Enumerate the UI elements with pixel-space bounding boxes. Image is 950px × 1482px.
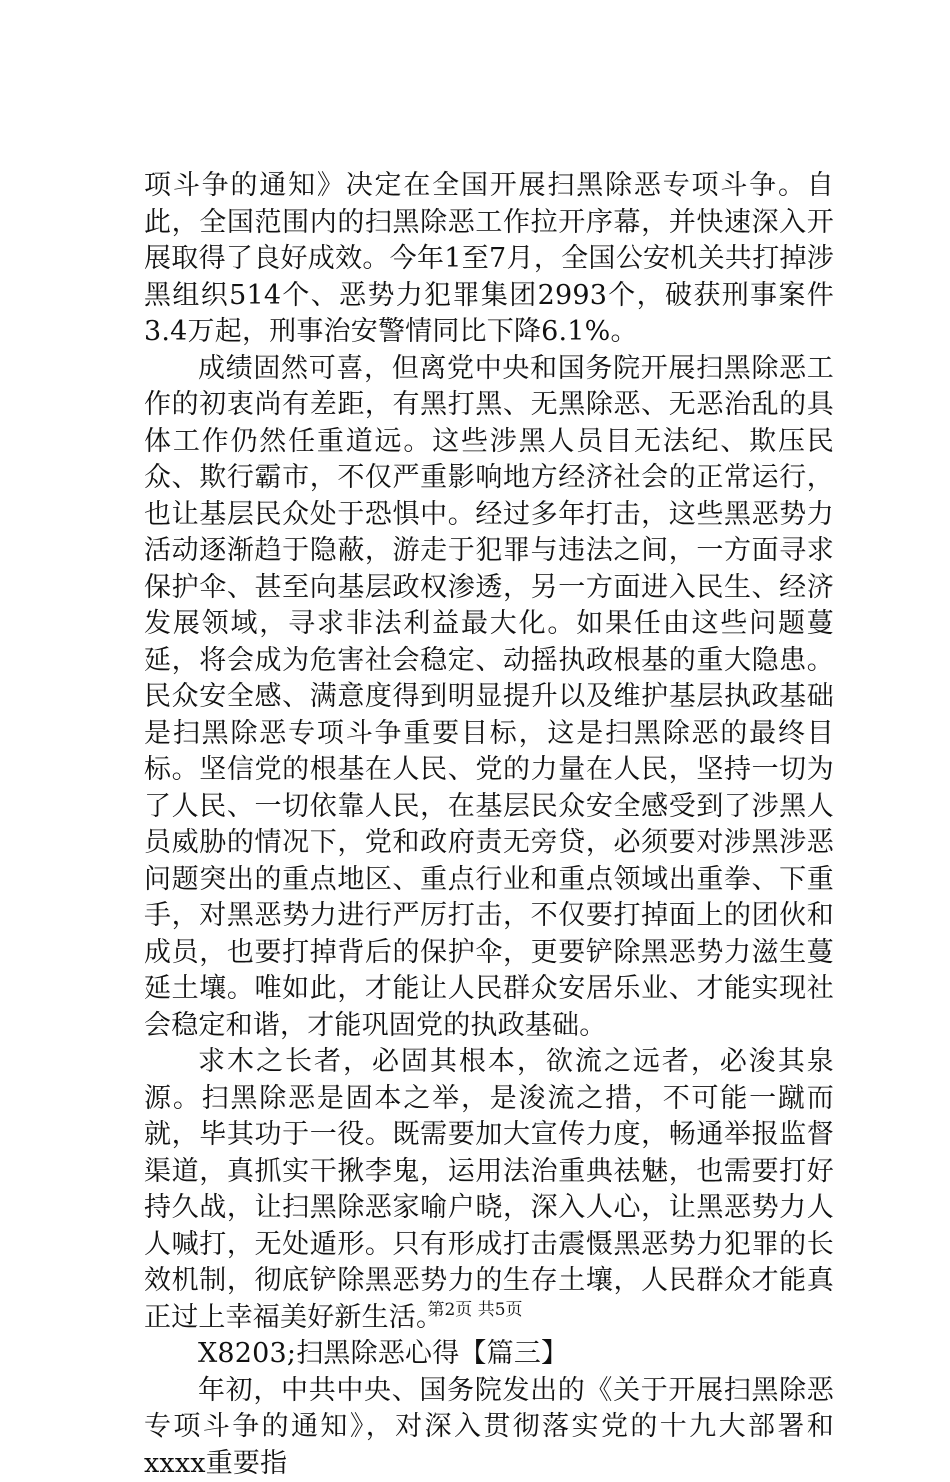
page-number-footer: 第2页 共5页 bbox=[0, 1300, 950, 1320]
paragraph-continued: 项斗争的通知》决定在全国开展扫黑除恶专项斗争。自此，全国范围内的扫黑除恶工作拉开序幕，并快速深入开展取得了良好成效。今年1至7月，全国公安机关共打掉涉黑组织514个、恶势力犯罪集团2993个，破获刑事案件3.4万起，刑事治安警情同比下降6.1%。 bbox=[144, 168, 834, 351]
document-body bbox=[144, 168, 834, 1482]
paragraph-achievements: 成绩固然可喜，但离党中央和国务院开展扫黑除恶工作的初衷尚有差距，有黑打黑、无黑除恶、无恶治乱的具体工作仍然任重道远。这些涉黑人员目无法纪、欺压民众、欺行霸市，不仅严重影响地方经济社会的正常运行，也让基层民众处于恐惧中。经过多年打击，这些黑恶势力活动逐渐趋于隐蔽，游走于犯罪与违法之间，一方面寻求保护伞、甚至向基层政权渗透，另一方面进入民生、经济发展领域，寻求非法利益最大化。如果任由这些问题蔓延，将会成为危害社会稳定、动摇执政根基的重大隐患。民众安全感、满意度得到明显提升以及维护基层执政基础是扫黑除恶专项斗争重要目标，这是扫黑除恶的最终目标。坚信党的根基在人民、党的力量在人民，坚持一切为了人民、一切依靠人民，在基层民众安全感受到了涉黑人员威胁的情况下，党和政府责无旁贷，必须要对涉黑涉恶问题突出的重点地区、重点行业和重点领域出重拳、下重手，对黑恶势力进行严厉打击，不仅要打掉面上的团伙和成员，也要打掉背后的保护伞，更要铲除黑恶势力滋生蔓延土壤。唯如此，才能让人民群众安居乐业、才能实现社会稳定和谐，才能巩固党的执政基础。 bbox=[144, 351, 834, 1045]
paragraph-root-cause: 求木之长者，必固其根本，欲流之远者，必浚其泉源。扫黑除恶是固本之举，是浚流之措，不可能一蹴而就，毕其功于一役。既需要加大宣传力度，畅通举报监督渠道，真抓实干揪李鬼，运用法治重典祛魅，也需要打好持久战，让扫黑除恶家喻户晓，深入人心，让黑恶势力人人喊打，无处遁形。只有形成打击震慑黑恶势力犯罪的长效机制，彻底铲除黑恶势力的生存土壤，人民群众才能真正过上幸福美好新生活。 bbox=[144, 1044, 834, 1336]
section-heading: X8203;扫黑除恶心得【篇三】 bbox=[144, 1336, 834, 1373]
paragraph-section-three: 年初，中共中央、国务院发出的《关于开展扫黑除恶专项斗争的通知》，对深入贯彻落实党的十九大部署和xxxx重要指 bbox=[144, 1373, 834, 1482]
